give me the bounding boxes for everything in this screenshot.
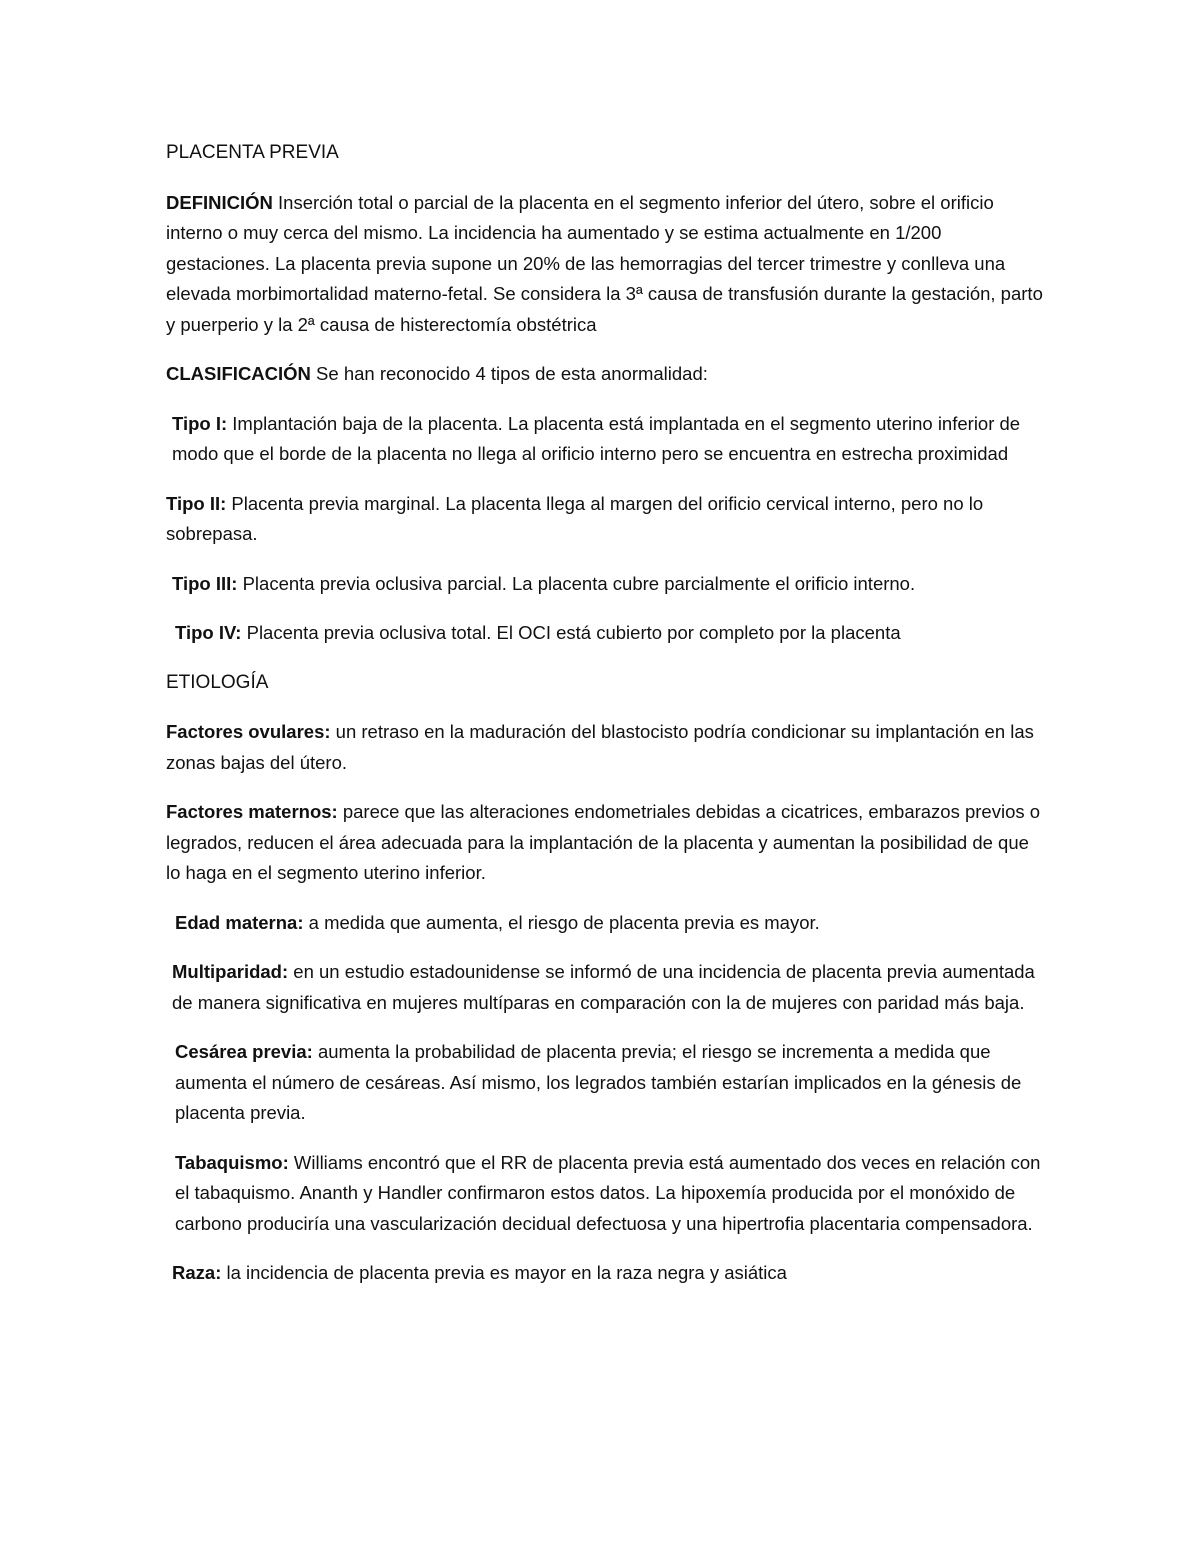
raza-text: la incidencia de placenta previa es mayor en la raza negra y asiática (221, 1262, 787, 1283)
tipo-iii-label: Tipo III: (172, 572, 238, 594)
definition-paragraph (166, 188, 1046, 341)
tabaquismo-paragraph (166, 1148, 1046, 1240)
multiparidad-label: Multiparidad: (172, 961, 289, 982)
tabaquismo-label: Tabaquismo: (175, 1151, 289, 1173)
factores-maternos-text: parece que las alteraciones endometriales debidas a cicatrices, embarazos previos o legrados, reducen el área adecuada para la implantación de la placenta y aumentan la posibilidad de que lo haga en el segmento uterino inferior. (166, 801, 1041, 883)
tipo-iv-label: Tipo IV: (175, 622, 242, 643)
tipo-i-label: Tipo I: (172, 412, 228, 434)
tabaquismo-text: Williams encontró que el RR de placenta previa está aumentado dos veces en relación con el tabaquismo. Ananth y Handler confirmaron estos datos. La hipoxemía producida por el monóxido de carbono produciría una vascularización decidual defectuosa y una hipertrofia placentaria compensadora. (175, 1151, 1041, 1234)
document-title: PLACENTA PREVIA (166, 142, 339, 163)
tipo-ii-paragraph (166, 489, 1046, 550)
cesarea-previa-label: Cesárea previa: (175, 1041, 313, 1062)
edad-materna-label: Edad materna: (175, 911, 304, 933)
factores-ovulares-paragraph (166, 717, 1046, 778)
tipo-iii-paragraph (166, 569, 1046, 600)
factores-maternos-label: Factores maternos: (166, 801, 338, 822)
definition-text: Inserción total o parcial de la placenta en el segmento inferior del útero, sobre el orificio interno o muy cerca del mismo. La incidencia ha aumentado y se estima actualmente en 1/200 gestaciones. La placenta previa supone un 20% de las hemorragias del tercer trimestre y conlleva una elevada morbimortalidad materno-fetal. Se considera la 3ª causa de transfusión durante la gestación, parto y puerperio y la 2ª causa de histerectomía obstétrica (166, 191, 1043, 335)
tipo-iv-text: Placenta previa oclusiva total. El OCI está cubierto por completo por la placenta (241, 622, 901, 643)
factores-maternos-paragraph (166, 797, 1046, 889)
factores-ovulares-text: un retraso en la maduración del blastocisto podría condicionar su implantación en las zonas bajas del útero. (166, 721, 1034, 773)
clasificacion-paragraph (166, 359, 1046, 390)
factores-ovulares-label: Factores ovulares: (166, 721, 331, 742)
multiparidad-text: en un estudio estadounidense se informó de una incidencia de placenta previa aumentada de manera significativa en mujeres multíparas en comparación con la de mujeres con paridad más baja. (172, 961, 1035, 1013)
tipo-iii-text: Placenta previa oclusiva parcial. La placenta cubre parcialmente el orificio interno. (237, 572, 916, 594)
clasificacion-text: Se han reconocido 4 tipos de esta anormalidad: (310, 363, 708, 384)
raza-paragraph (166, 1258, 1046, 1289)
clasificacion-label: CLASIFICACIÓN (166, 363, 311, 384)
definition-label: DEFINICIÓN (166, 191, 273, 213)
document-page (166, 138, 1046, 1308)
tipo-iv-paragraph (166, 618, 1046, 649)
cesarea-previa-paragraph (166, 1037, 1046, 1129)
raza-label: Raza: (172, 1262, 222, 1283)
tipo-ii-label: Tipo II: (166, 492, 227, 514)
tipo-ii-text: Placenta previa marginal. La placenta llega al margen del orificio cervical interno, pero no lo sobrepasa. (166, 492, 984, 544)
tipo-i-paragraph (166, 409, 1046, 470)
edad-materna-paragraph (166, 908, 1046, 939)
edad-materna-text: a medida que aumenta, el riesgo de placenta previa es mayor. (303, 911, 820, 933)
multiparidad-paragraph (166, 957, 1046, 1018)
etiologia-heading: ETIOLOGÍA (166, 671, 269, 693)
cesarea-previa-text: aumenta la probabilidad de placenta previa; el riesgo se incrementa a medida que aumenta el número de cesáreas. Así mismo, los legrados también estarían implicados en la génesis de placenta previa. (175, 1041, 1022, 1123)
tipo-i-text: Implantación baja de la placenta. La placenta está implantada en el segmento uterino inferior de modo que el borde de la placenta no llega al orificio interno pero se encuentra en estrecha proximidad (172, 412, 1021, 464)
